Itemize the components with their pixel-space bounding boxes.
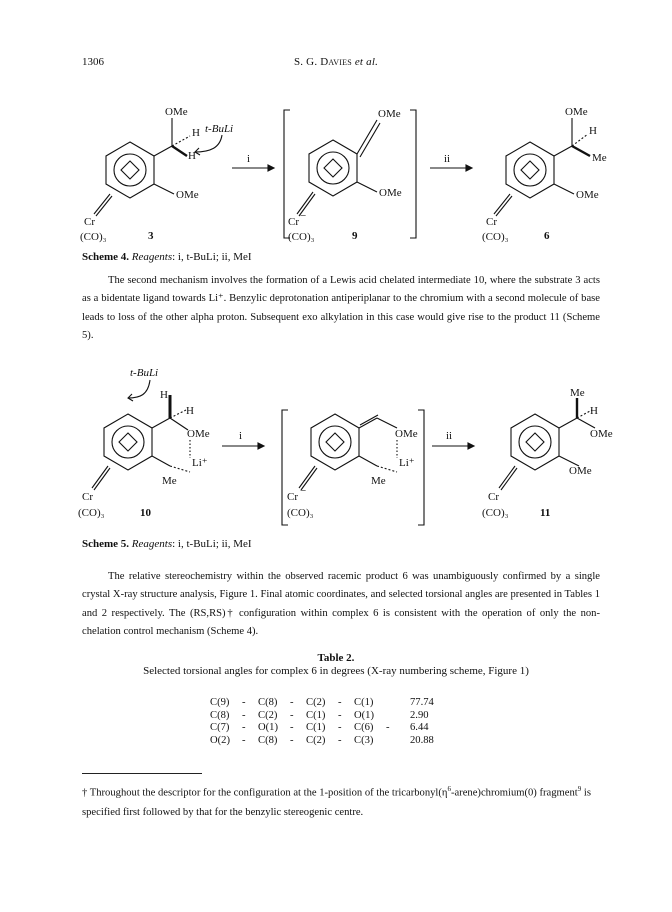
c6-cr: Cr <box>486 216 497 228</box>
c3-reagent: t-BuLi <box>205 123 234 135</box>
scheme-5-reagents: : i, t-BuLi; ii, MeI <box>172 538 252 550</box>
dash: - <box>242 709 246 721</box>
atom-label: O(1) <box>354 709 375 721</box>
benzene-ring-3 <box>106 142 154 198</box>
table-caption: Selected torsional angles for complex 6 in degrees (X-ray numbering scheme, Figure 1) <box>143 665 529 677</box>
dash: - <box>242 697 246 708</box>
c9-co: (CO)₃ <box>288 231 315 243</box>
paragraph-1: The second mechanism involves the formation of a Lewis acid chelated intermediate 10, where the substrate 3 acts as a bidentate ligand towards Li⁺. Benzylic deprotonation antiperiplanar to the chromium with a second molecule of base leads to loss of the other alpha proton. Subsequent exo alkylation in this case would give rise to the product 11 (Scheme 5). <box>82 275 600 341</box>
scheme-4-reagents: : i, t-BuLi; ii, MeI <box>172 251 252 263</box>
atom-label: C(7) <box>210 722 230 733</box>
scheme-4-caption <box>82 251 252 263</box>
c10-reagent: t-BuLi <box>130 367 159 379</box>
dash: - <box>338 722 342 733</box>
atom-label: O(2) <box>210 734 231 746</box>
cr-arene-circle-3 <box>114 154 146 186</box>
int-cr: Cr <box>287 491 298 503</box>
footnote-text-c: is specified first followed by that for the benzylic stereogenic centre. <box>82 787 591 818</box>
atom-label: C(2) <box>306 734 326 746</box>
c3-ome-top: OMe <box>165 106 188 118</box>
c6-ome-bottom: OMe <box>576 189 599 201</box>
c3-h: H <box>192 127 200 139</box>
c11-co: (CO)₃ <box>482 507 509 519</box>
dash <box>386 735 402 748</box>
paragraph-2: The relative stereochemistry within the observed racemic product 6 was unambiguously confirmed by a single crystal X-ray structure analysis, Figure 1. Final atomic coordinates, and selected torsional angles are presented in Tables 1 and 2 respectively. The (RS,RS)† configuration within complex 6 is consistent with the operation of only the non-chelation control mechanism (Scheme 4). <box>82 571 600 637</box>
footnote-text-a: Throughout the descriptor for the configuration at the 1-position of the tricarbonyl(η <box>87 787 448 799</box>
dash <box>386 710 402 723</box>
c11-ome-top: OMe <box>590 428 613 440</box>
dash: - <box>290 709 294 721</box>
dash: - <box>338 709 342 721</box>
c3-cr: Cr <box>84 216 95 228</box>
table-row <box>210 697 434 710</box>
c6-h: H <box>589 125 597 137</box>
table-title: Table 2. <box>317 652 355 664</box>
table-row <box>210 722 434 735</box>
atom-label: C(2) <box>306 697 326 708</box>
c9-charge: − <box>300 210 307 222</box>
table-row <box>210 735 434 748</box>
c11-me-top: Me <box>570 387 585 399</box>
c6-number: 6 <box>544 230 550 242</box>
c10-li: Li⁺ <box>192 457 208 469</box>
running-head-suffix: et al. <box>351 56 379 68</box>
c10-me: Me <box>162 475 177 487</box>
c9-ome-top: OMe <box>378 108 401 120</box>
c9-number: 9 <box>352 230 358 242</box>
atom-label: C(9) <box>210 697 230 708</box>
c10-ome: OMe <box>187 428 210 440</box>
running-head-prefix: S. G. <box>293 56 321 68</box>
footnote-rule <box>82 773 202 774</box>
scheme-4-reagents-word: Reagents <box>129 251 173 263</box>
torsion-value: 2.90 <box>410 709 429 721</box>
atom-label: C(1) <box>306 722 326 733</box>
c10-h1: H <box>160 389 168 401</box>
footnote <box>82 780 602 822</box>
atom-label: C(1) <box>354 697 374 708</box>
scheme-5-diagram <box>0 355 672 545</box>
page-number: 1306 <box>82 56 104 68</box>
int-co: (CO)₃ <box>287 507 314 519</box>
torsion-value: 20.88 <box>410 734 434 746</box>
scheme-4-label: Scheme 4. <box>82 251 130 263</box>
c10-h2: H <box>186 405 194 417</box>
int-charge: − <box>300 485 307 497</box>
c10-cr: Cr <box>82 491 93 503</box>
s5-arrow-i-label: i <box>239 430 243 442</box>
dash: - <box>290 734 294 746</box>
atom-label: C(8) <box>258 734 278 746</box>
c3-co: (CO)₃ <box>80 231 107 243</box>
arrow-i-label: i <box>247 153 251 165</box>
scheme-5-caption <box>82 538 252 550</box>
c11-number: 11 <box>540 507 551 519</box>
dash <box>386 697 402 710</box>
dash: - <box>290 722 294 733</box>
atom-label: C(3) <box>354 734 374 746</box>
atom-label: O(1) <box>258 722 279 733</box>
s5-arrow-ii-label: ii <box>446 430 453 442</box>
int-me: Me <box>371 475 386 487</box>
int-li: Li⁺ <box>399 457 415 469</box>
atom-label: C(8) <box>258 697 278 708</box>
torsion-value: 77.74 <box>410 697 434 708</box>
dash: - <box>338 734 342 746</box>
atom-label: C(2) <box>258 709 278 721</box>
c11-ome-bottom: OMe <box>569 465 592 477</box>
c6-me: Me <box>592 152 607 164</box>
atom-label: C(6) <box>354 722 374 733</box>
table-row <box>210 710 434 723</box>
footnote-dagger: † <box>82 787 88 799</box>
c9-cr: Cr <box>288 216 299 228</box>
atom-label: C(8) <box>210 709 230 721</box>
dash: - <box>338 697 342 708</box>
scheme-5-reagents-word: Reagents <box>129 538 173 550</box>
running-head-author: Davies <box>320 56 352 68</box>
footnote-text-b: -arene)chromium(0) fragment <box>450 787 578 799</box>
c3-h2: H <box>188 150 196 162</box>
c10-number: 10 <box>140 507 151 519</box>
dash: - <box>290 697 294 708</box>
atom-label: C(1) <box>306 709 326 721</box>
c9-ome-bottom: OMe <box>379 187 402 199</box>
footnote-ref: 9 <box>577 785 582 793</box>
dash: - <box>242 722 246 733</box>
c3-number: 3 <box>148 230 154 242</box>
c10-co: (CO)₃ <box>78 507 105 519</box>
arrow-ii-label: ii <box>444 153 451 165</box>
int-ome: OMe <box>395 428 418 440</box>
torsion-table <box>210 697 434 747</box>
c6-co: (CO)₃ <box>482 231 509 243</box>
c6-ome-top: OMe <box>565 106 588 118</box>
dash: - <box>386 722 390 733</box>
c11-h: H <box>590 405 598 417</box>
running-head <box>0 56 672 68</box>
scheme-5-label: Scheme 5. <box>82 538 130 550</box>
torsion-value: 6.44 <box>410 722 429 733</box>
dash: - <box>242 734 246 746</box>
c11-cr: Cr <box>488 491 499 503</box>
footnote-sup-eta: 6 <box>447 785 451 793</box>
scheme-4-diagram <box>0 95 672 250</box>
c3-ome-bottom: OMe <box>176 189 199 201</box>
